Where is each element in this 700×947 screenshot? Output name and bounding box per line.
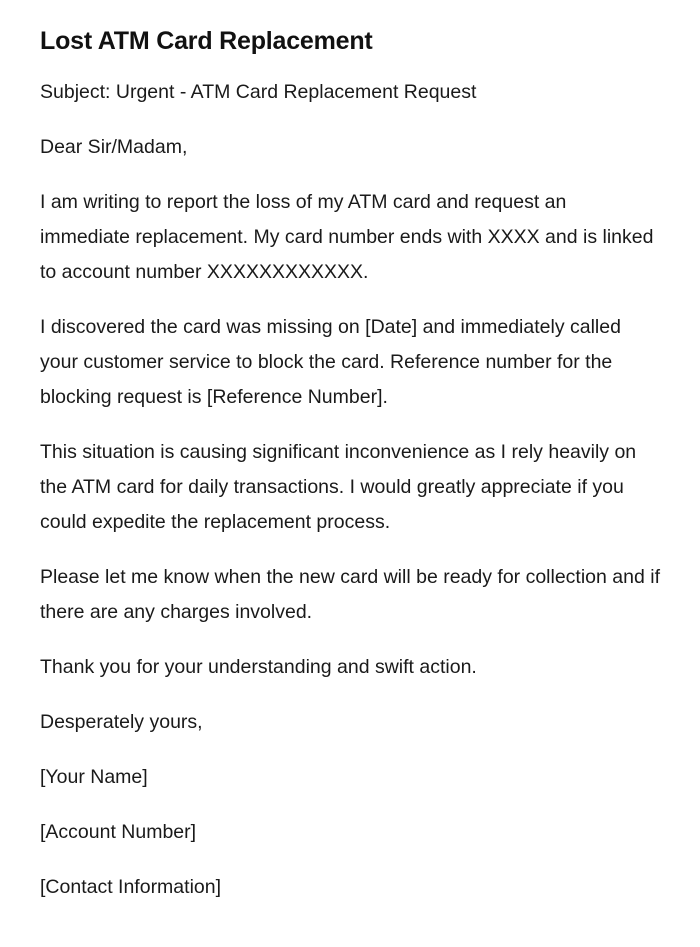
letter-salutation: Dear Sir/Madam, <box>40 136 188 158</box>
signature-name: [Your Name] <box>40 766 148 788</box>
body-paragraph-report-loss: I am writing to report the loss of my ATM card and request an immediate replacement. My card number ends with XXXX and is linked to account number XXXXXXXXXXXX. <box>40 191 654 283</box>
letter-subject: Subject: Urgent - ATM Card Replacement Request <box>40 81 477 103</box>
signature-account-number: [Account Number] <box>40 821 197 843</box>
document-title: Lost ATM Card Replacement <box>40 27 373 55</box>
body-paragraph-inconvenience: This situation is causing significant inconvenience as I rely heavily on the ATM card for daily transactions. I would greatly appreciate if you could expedite the replacement process. <box>40 441 637 533</box>
signature-contact-information: [Contact Information] <box>40 876 222 898</box>
letter-closing: Desperately yours, <box>40 711 203 733</box>
body-paragraph-collection: Please let me know when the new card will be ready for collection and if there are any charges involved. <box>40 566 660 623</box>
body-paragraph-thanks: Thank you for your understanding and swift action. <box>40 656 477 678</box>
body-paragraph-card-blocked: I discovered the card was missing on [Date] and immediately called your customer service to block the card. Reference number for the blocking request is [Reference Number]. <box>40 316 621 408</box>
